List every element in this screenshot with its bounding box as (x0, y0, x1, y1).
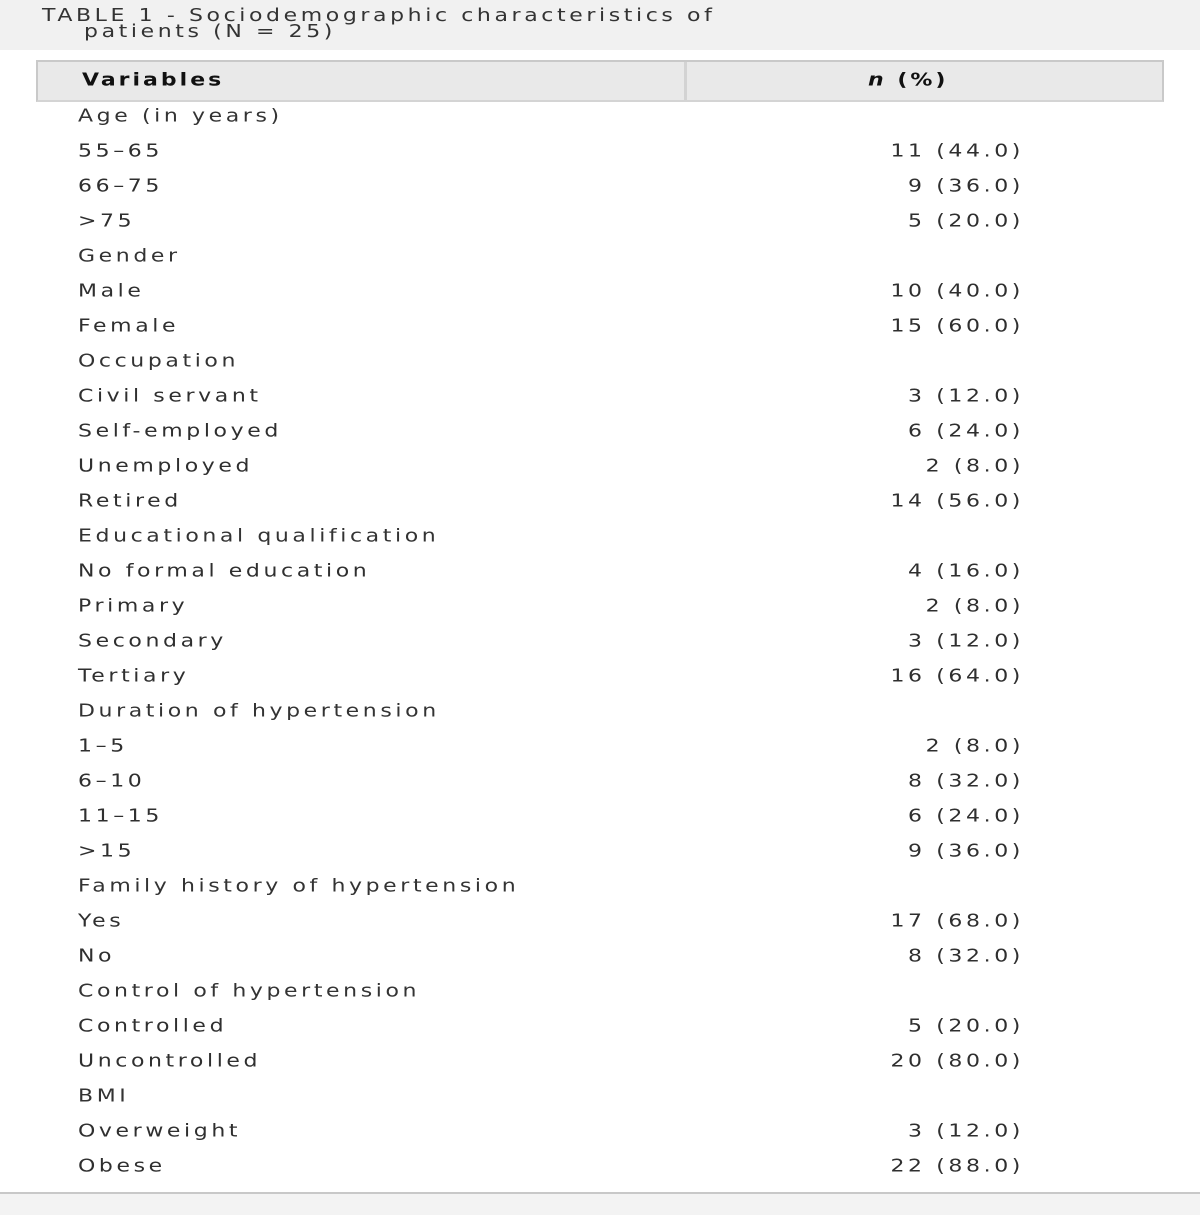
table-body (36, 102, 1164, 1187)
row-value: 15 (60.0) (890, 316, 1024, 337)
table-row (36, 907, 1164, 942)
row-value: 10 (40.0) (890, 281, 1024, 302)
table-row (36, 382, 1164, 417)
category-row (36, 1082, 1164, 1117)
row-value: 22 (88.0) (890, 1156, 1024, 1177)
caption-line-2: patients (N = 25) (84, 21, 336, 43)
row-label: 11–15 (78, 806, 163, 827)
row-value: 5 (20.0) (908, 211, 1024, 232)
table-row (36, 172, 1164, 207)
header-n-percent (868, 70, 948, 91)
table-row (36, 732, 1164, 767)
category-label: Occupation (78, 351, 240, 372)
category-row (36, 977, 1164, 1012)
row-value: 3 (12.0) (908, 386, 1024, 407)
row-value: 14 (56.0) (890, 491, 1024, 512)
row-label: Overweight (78, 1121, 242, 1142)
category-row (36, 522, 1164, 557)
row-label: 66–75 (78, 176, 163, 197)
header-percent: (%) (886, 70, 949, 91)
table-row (36, 662, 1164, 697)
table-row (36, 277, 1164, 312)
row-value: 20 (80.0) (890, 1051, 1024, 1072)
row-label: Yes (78, 911, 125, 932)
row-value: 2 (8.0) (925, 736, 1024, 757)
row-label: Civil servant (78, 386, 262, 407)
header-n: n (868, 70, 887, 91)
table-row (36, 312, 1164, 347)
row-label: Female (78, 316, 180, 337)
row-value: 5 (20.0) (908, 1016, 1024, 1037)
category-row (36, 242, 1164, 277)
row-value: 9 (36.0) (908, 841, 1024, 862)
table-row (36, 452, 1164, 487)
table-row (36, 137, 1164, 172)
category-label: Control of hypertension (78, 981, 421, 1002)
sociodemographic-table (36, 60, 1164, 1177)
row-label: 1–5 (78, 736, 128, 757)
category-row (36, 872, 1164, 907)
caption-line-1: TABLE 1 - Sociodemographic characteristics of (42, 5, 716, 27)
table-row (36, 627, 1164, 662)
column-divider (684, 62, 687, 100)
category-label: Age (in years) (78, 106, 283, 127)
table-caption (0, 0, 1200, 50)
row-value: 16 (64.0) (890, 666, 1024, 687)
row-value: 8 (32.0) (908, 946, 1024, 967)
table-row (36, 557, 1164, 592)
row-label: Tertiary (78, 666, 190, 687)
row-value: 3 (12.0) (908, 1121, 1024, 1142)
table-row (36, 802, 1164, 837)
category-row (36, 102, 1164, 137)
row-label: >15 (78, 841, 136, 862)
row-label: No formal education (78, 561, 371, 582)
row-value: 11 (44.0) (890, 141, 1024, 162)
row-label: Uncontrolled (78, 1051, 262, 1072)
row-label: Obese (78, 1156, 166, 1177)
table-row (36, 1117, 1164, 1152)
category-label: Gender (78, 246, 181, 267)
row-label: Male (78, 281, 145, 302)
table-row (36, 942, 1164, 977)
row-value: 8 (32.0) (908, 771, 1024, 792)
category-label: Family history of hypertension (78, 876, 520, 897)
table-row (36, 207, 1164, 242)
row-label: Self-employed (78, 421, 282, 442)
row-label: 55–65 (78, 141, 163, 162)
page-footer-bar (0, 1194, 1200, 1215)
category-row (36, 347, 1164, 382)
table-header (36, 60, 1164, 102)
row-value: 3 (12.0) (908, 631, 1024, 652)
row-label: Primary (78, 596, 189, 617)
row-value: 6 (24.0) (908, 421, 1024, 442)
row-value: 4 (16.0) (908, 561, 1024, 582)
table-row (36, 1012, 1164, 1047)
row-value: 6 (24.0) (908, 806, 1024, 827)
row-label: Secondary (78, 631, 227, 652)
table-row (36, 767, 1164, 802)
category-label: Educational qualification (78, 526, 440, 547)
table-row (36, 1152, 1164, 1187)
row-value: 17 (68.0) (890, 911, 1024, 932)
row-label: Retired (78, 491, 182, 512)
row-value: 2 (8.0) (925, 596, 1024, 617)
table-row (36, 837, 1164, 872)
header-variables: Variables (82, 70, 225, 91)
row-value: 9 (36.0) (908, 176, 1024, 197)
row-label: >75 (78, 211, 136, 232)
row-label: 6–10 (78, 771, 146, 792)
category-label: BMI (78, 1086, 130, 1107)
row-label: Controlled (78, 1016, 228, 1037)
row-label: No (78, 946, 116, 967)
row-value: 2 (8.0) (925, 456, 1024, 477)
table-row (36, 417, 1164, 452)
table-row (36, 1047, 1164, 1082)
table-row (36, 592, 1164, 627)
table-row (36, 487, 1164, 522)
category-label: Duration of hypertension (78, 701, 440, 722)
row-label: Unemployed (78, 456, 254, 477)
category-row (36, 697, 1164, 732)
